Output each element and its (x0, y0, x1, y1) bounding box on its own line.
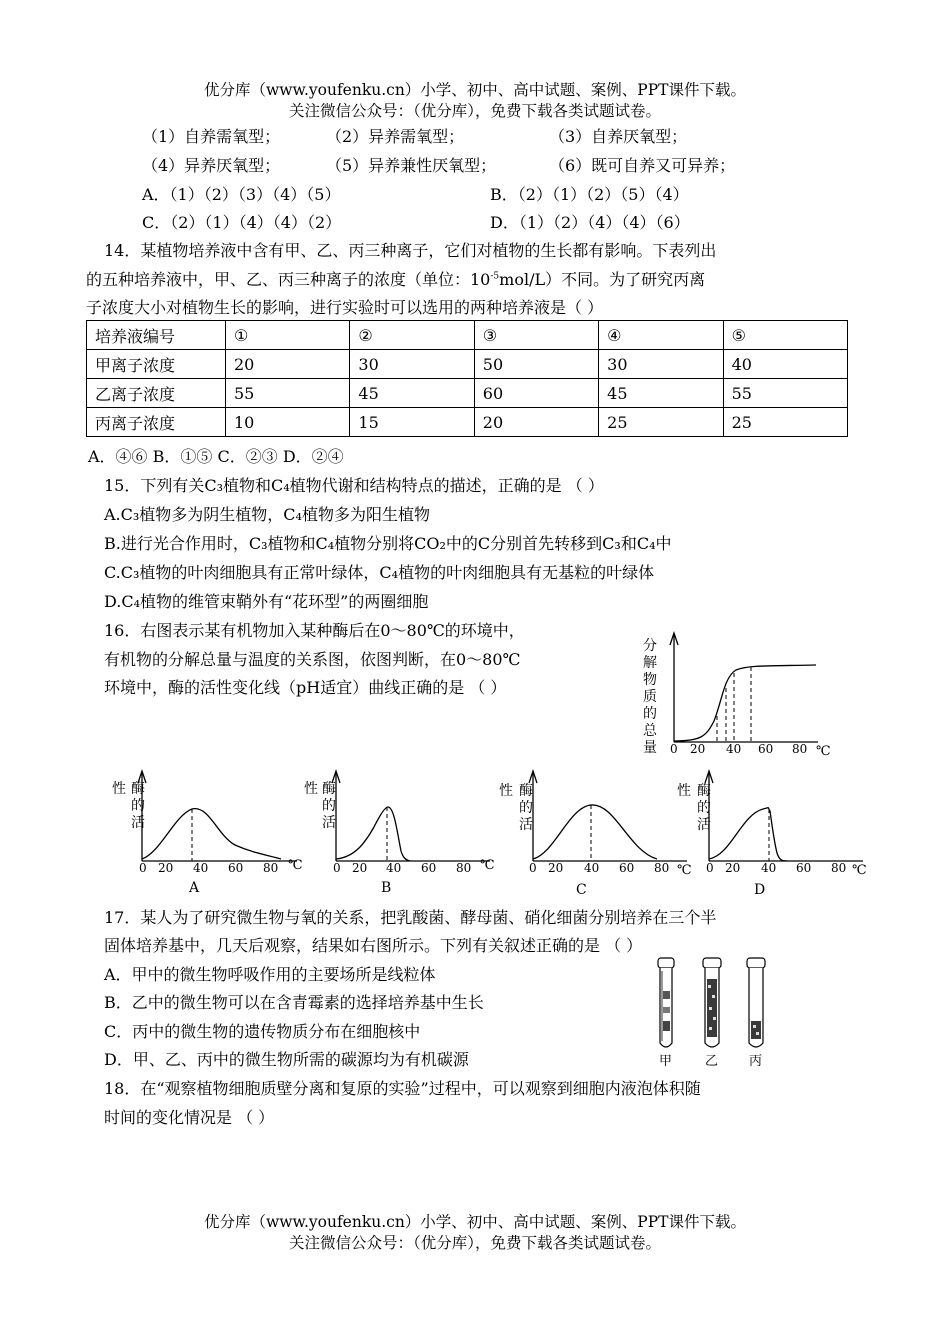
table-cell: ① (226, 321, 350, 350)
xtick-label: 80 (792, 742, 808, 756)
xtick-label: 40 (584, 861, 600, 875)
q15-option-a: A.C₃植物多为阴生植物，C₄植物多为阳生植物 (104, 505, 430, 524)
q16-stem-line-2: 有机物的分解总量与温度的关系图，依图判断，在0～80℃ (104, 650, 521, 669)
xtick-label: 80 (456, 861, 472, 875)
table-cell: 50 (474, 350, 598, 379)
ylabel-char: 的 (131, 798, 145, 814)
table-cell: 15 (350, 408, 474, 437)
table-cell: 45 (350, 379, 474, 408)
ylabel-char: 活 (519, 817, 533, 833)
xtick-label: 0 (529, 861, 537, 875)
q15-option-b: B.进行光合作用时，C₃植物和C₄植物分别将CO₂中的C分别首先转移到C₃和C₄中 (104, 534, 672, 553)
xtick-label: 60 (796, 861, 812, 875)
q13-type-1: （1）自养需氧型； (142, 127, 281, 146)
ylabel-char: 活 (697, 817, 711, 833)
q17-option-b: B．乙中的微生物可以在含青霉素的选择培养基中生长 (104, 993, 484, 1012)
q13-option-c: C．（2）（1）（4）（4）（2） (142, 213, 342, 232)
footer-line-2: 关注微信公众号：（优分库），免费下载各类试题试卷。 (288, 1234, 661, 1252)
xtick-label: 80 (654, 861, 670, 875)
q14-options: A．④⑥ B．①⑤ C．②③ D．②④ (88, 447, 344, 466)
unit-label: ℃ (480, 858, 495, 873)
table-cell: 丙离子浓度 (87, 408, 226, 437)
header-line-2: 关注微信公众号：（优分库），免费下载各类试题试卷。 (288, 102, 661, 120)
main-ylabel-char: 的 (643, 706, 657, 722)
q15-option-c: C.C₃植物的叶肉细胞具有正常叶绿体，C₄植物的叶肉细胞具有无基粒的叶绿体 (104, 563, 655, 582)
table-cell: 40 (723, 350, 847, 379)
ylabel-char: 性 (499, 783, 513, 799)
xtick-label: 0 (139, 861, 147, 875)
q13-option-d: D．（1）（2）（4）（4）（6） (490, 213, 690, 232)
table-cell: ④ (599, 321, 723, 350)
table-cell: 甲离子浓度 (87, 350, 226, 379)
xtick-label: 80 (831, 861, 847, 875)
q13-option-b: B．（2）（1）（2）（5）（4） (490, 185, 689, 204)
main-ylabel-char: 总 (643, 723, 657, 739)
tube-label: 甲 (659, 1054, 673, 1069)
ylabel-char: 活 (131, 815, 145, 831)
xtick-label: 0 (333, 861, 341, 875)
table-cell: 20 (226, 350, 350, 379)
ylabel-char: 酶 (697, 783, 711, 799)
q14-stem-line-3: 子浓度大小对植物生长的影响，进行实验时可以选用的两种培养液是（ ） (86, 298, 604, 317)
q13-type-4: （4）异养厌氧型； (142, 156, 281, 175)
tube-label: 乙 (705, 1054, 719, 1069)
q17-stem-line-1: 17．某人为了研究微生物与氧的关系，把乳酸菌、酵母菌、硝化细菌分别培养在三个半 (104, 908, 717, 927)
q17-option-a: A．甲中的微生物呼吸作用的主要场所是线粒体 (104, 965, 436, 984)
q15-stem: 15．下列有关C₃植物和C₄植物代谢和结构特点的描述，正确的是 （ ） (104, 476, 604, 495)
q14-stem-line-1: 14．某植物培养液中含有甲、乙、丙三种离子，它们对植物的生长都有影响。下表列出 (104, 241, 717, 260)
q13-type-5: （5）异养兼性厌氧型； (326, 156, 497, 175)
q15-option-d: D.C₄植物的维管束鞘外有“花环型”的两圈细胞 (104, 592, 429, 611)
ylabel-char: 性 (112, 781, 126, 797)
ylabel-char: 性 (304, 781, 318, 797)
table-cell: 30 (350, 350, 474, 379)
xtick-label: 0 (706, 861, 714, 875)
table-cell: 30 (599, 350, 723, 379)
xtick-label: 20 (352, 861, 368, 875)
panel-d-figure (673, 765, 873, 897)
ion-concentration-table (86, 320, 848, 437)
xtick-label: 60 (421, 861, 437, 875)
footer-line-1: 优分库（www.youfenku.cn）小学、初中、高中试题、案例、PPT课件下载。 (203, 1213, 747, 1231)
main-ylabel-char: 物 (643, 672, 657, 688)
unit-label: ℃ (816, 744, 831, 759)
xtick-label: 60 (228, 861, 244, 875)
table-cell: 20 (474, 408, 598, 437)
table-cell: ⑤ (723, 321, 847, 350)
ylabel-char: 酶 (322, 781, 336, 797)
q18-stem-line-1: 18．在“观察植物细胞质壁分离和复原的实验”过程中，可以观察到细胞内液泡体积随 (104, 1079, 701, 1098)
xtick-label: 60 (758, 742, 774, 756)
xtick-label: 0 (670, 742, 678, 756)
q13-type-6: （6）既可自养又可异养； (549, 156, 736, 175)
table-row (87, 408, 848, 437)
table-cell: 45 (599, 379, 723, 408)
xtick-label: 80 (263, 861, 279, 875)
table-cell: 25 (723, 408, 847, 437)
xtick-label: 40 (193, 861, 209, 875)
main-ylabel-char: 分 (643, 638, 657, 654)
xtick-label: 20 (725, 861, 741, 875)
q18-stem-line-2: 时间的变化情况是 （ ） (104, 1108, 275, 1127)
xtick-label: 40 (386, 861, 402, 875)
ylabel-char: 的 (322, 798, 336, 814)
panel-label: C (576, 882, 587, 897)
xtick-label: 20 (158, 861, 174, 875)
q16-stem-line-1: 16．右图表示某有机物加入某种酶后在0～80℃的环境中， (104, 621, 525, 640)
header-line-1: 优分库（www.youfenku.cn）小学、初中、高中试题、案例、PPT课件下载。 (203, 81, 747, 99)
table-cell: ③ (474, 321, 598, 350)
xtick-label: 40 (761, 861, 777, 875)
panel-label: A (189, 880, 200, 896)
main-ylabel-char: 量 (643, 740, 657, 756)
xtick-label: 40 (726, 742, 742, 756)
table-cell: 10 (226, 408, 350, 437)
unit-label: ℃ (288, 858, 303, 873)
table-cell: 培养液编号 (87, 321, 226, 350)
ylabel-char: 性 (677, 783, 691, 799)
xtick-label: 20 (548, 861, 564, 875)
ylabel-char: 活 (322, 815, 336, 831)
q17-stem-line-2: 固体培养基中，几天后观察，结果如右图所示。下列有关叙述正确的是 （ ） (104, 936, 643, 955)
table-row (87, 379, 848, 408)
test-tubes-figure (650, 955, 780, 1070)
xtick-label: 20 (690, 742, 706, 756)
unit-label: ℃ (677, 863, 692, 878)
q16-stem-line-3: 环境中，酶的活性变化线（pH适宜）曲线正确的是 （ ） (104, 678, 507, 697)
ylabel-char: 的 (697, 800, 711, 816)
table-cell: 55 (723, 379, 847, 408)
q17-option-d: D．甲、乙、丙中的微生物所需的碳源均为有机碳源 (104, 1050, 469, 1069)
ylabel-char: 酶 (519, 783, 533, 799)
table-cell: 乙离子浓度 (87, 379, 226, 408)
panel-b-figure (300, 765, 500, 897)
q13-option-a: A．（1）（2）（3）（4）（5） (142, 185, 341, 204)
q13-type-2: （2）异养需氧型； (326, 127, 465, 146)
table-header-row (87, 321, 848, 350)
decomposition-curve-figure (630, 625, 840, 760)
main-ylabel-char: 质 (643, 689, 657, 705)
q13-type-3: （3）自养厌氧型； (549, 127, 688, 146)
unit-label: ℃ (852, 863, 867, 878)
panel-a-figure (105, 765, 305, 897)
table-cell: 25 (599, 408, 723, 437)
panel-label: B (381, 880, 392, 896)
table-cell: 60 (474, 379, 598, 408)
panel-c-figure (495, 765, 695, 897)
xtick-label: 60 (619, 861, 635, 875)
panel-label: D (754, 882, 766, 897)
table-cell: 55 (226, 379, 350, 408)
tube-label: 丙 (749, 1054, 763, 1069)
main-ylabel-char: 解 (643, 655, 657, 671)
table-cell: ② (350, 321, 474, 350)
ylabel-char: 酶 (131, 781, 145, 797)
q17-option-c: C．丙中的微生物的遗传物质分布在细胞核中 (104, 1022, 421, 1041)
q14-stem-line-2: 的五种培养液中，甲、乙、丙三种离子的浓度（单位：$10^{-5}mol/L$）不同。为了研究丙离 (86, 270, 706, 289)
ylabel-char: 的 (519, 800, 533, 816)
table-row (87, 350, 848, 379)
